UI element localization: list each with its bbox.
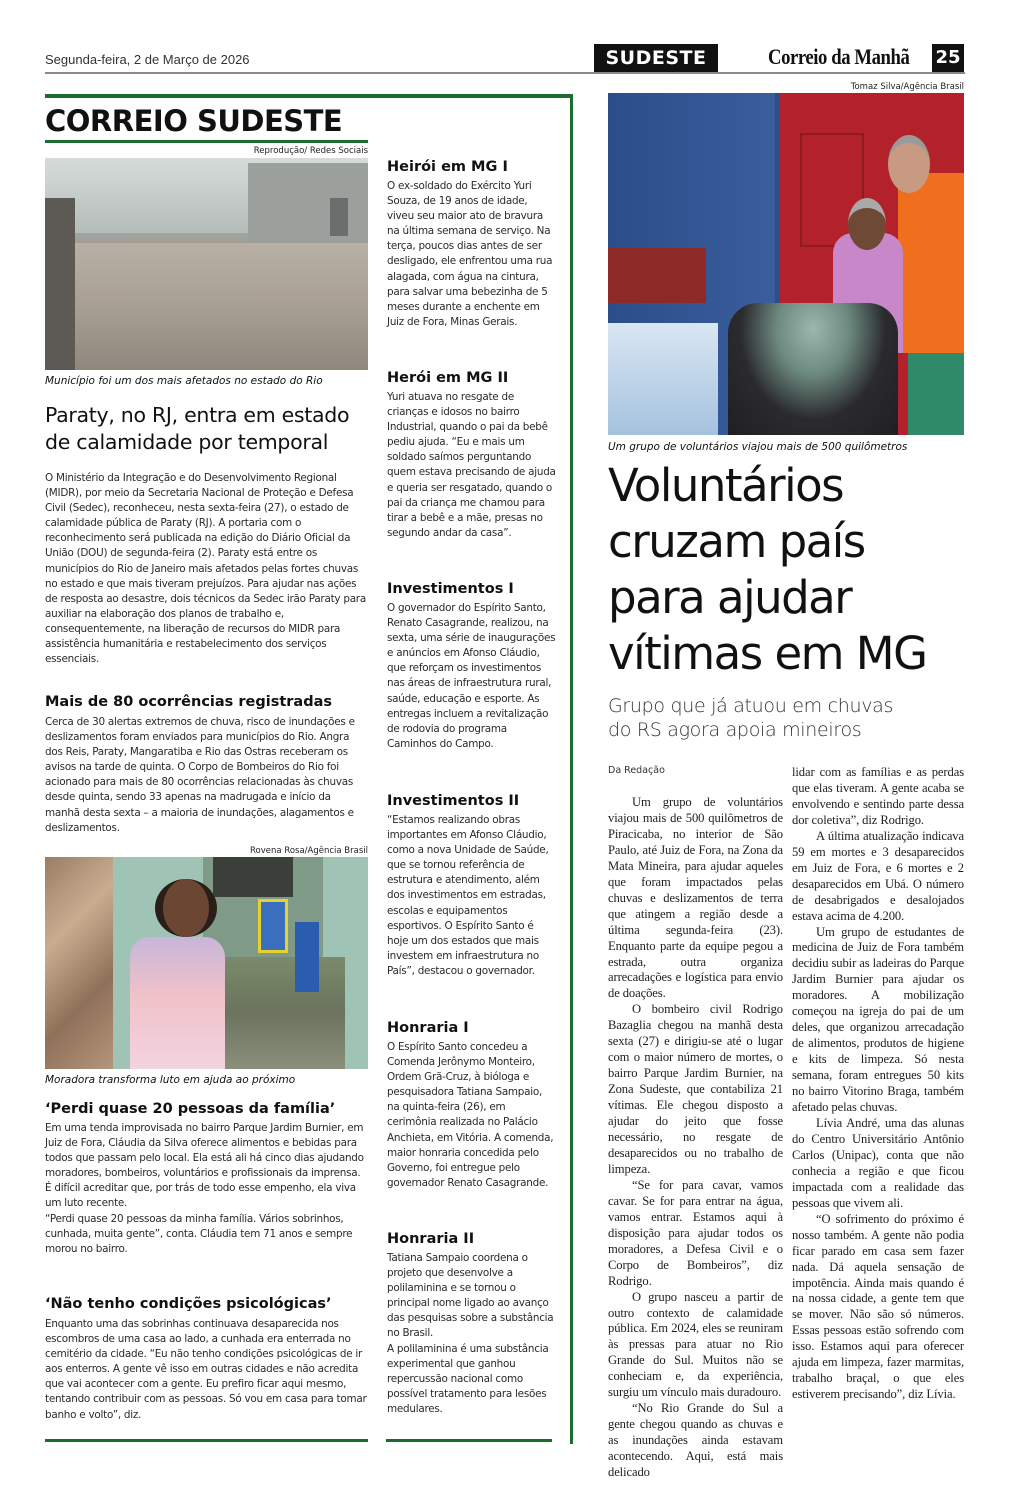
brief-body: O Espírito Santo concedeu a Comenda Jerônymo Monteiro, Ordem Grã-Cruz, à bióloga e pesquisadora Tatiana Sampaio, na quinta-feira (26), em cerimônia realizada no Palácio Anchieta, em Vitória. A comenda, maior honraria concedida pelo Governo, foi entregue pelo governador Renato Casagrande.: [387, 1041, 554, 1189]
brief-title: Heirói em MG I: [387, 159, 508, 175]
headline-line: Paraty, no RJ, entra em estado: [45, 403, 350, 427]
headline-line: vítimas em MG: [608, 627, 927, 680]
paragraph: Um grupo de estudantes de medicina de Juiz de Fora também decidiu subir as ladeiras do Parque Jardim Burnier para ajudar os moradores. A mobilização começou na igreja do pai de um deles, que organizou arrecadação de alimentos, produtos de higiene e kits de limpeza. Só nesta semana, foram entregues 50 kits no bairro Vitorino Braga, também afetado pelas chuvas.: [792, 924, 964, 1115]
headline-line: cruzam país: [608, 515, 865, 568]
article-subheading: ‘Perdi quase 20 pessoas da família’: [45, 1101, 336, 1117]
paragraph: “No Rio Grande do Sul a gente chegou quando as chuvas e as inundações ainda estavam acontecendo. Aqui, está mais delicado: [608, 1401, 783, 1480]
brief-title: Investimentos II: [387, 793, 520, 809]
brief-title: Investimentos I: [387, 581, 514, 597]
box-right-border: [570, 94, 573, 1444]
brief-body: Yuri atuava no resgate de crianças e idosos no bairro Industrial, quando o pai da bebê pediu ajuda. “Eu e mais um soldado saímos perguntando quem estava precisando de ajuda e queria ser resgatado, quando o pai da criança me chamou para tirar a bebê e a mãe, presas no segundo andar da casa”.: [387, 391, 556, 539]
newspaper-brand: Correio da Manhã: [768, 44, 910, 69]
photo-caption: Município foi um dos mais afetados no estado do Rio: [45, 375, 323, 387]
headline-line: Voluntários: [608, 459, 844, 512]
paragraph: lidar com as famílias e as perdas que elas tiveram. A gente acaba se envolvendo e sentindo parte dessa dor coletiva”, diz Rodrigo.: [792, 765, 964, 827]
header-rule: [45, 72, 965, 74]
headline-line: de calamidade por temporal: [45, 430, 329, 454]
paragraph: É difícil acreditar que, por trás de todo esse empenho, ela viva um luto recente.: [45, 1182, 356, 1210]
brief-body: O governador do Espírito Santo, Renato Casagrande, realizou, na sexta, uma série de inaugurações e anúncios em Afonso Cláudio, que reforçam os investimentos nas áreas de infraestrutura rural, saúde, educação e esporte. As entregas incluem a revitalização de rodovia do programa Caminhos do Campo.: [387, 602, 556, 750]
box-bottom-border: [386, 1439, 552, 1442]
main-subheadline: [608, 694, 978, 742]
paragraph: Lívia André, uma das alunas do Centro Universitário Antônio Carlos (Unipac), conta que não conhecia a região e que ficou impactada com a realidade das pessoas que vivem ali.: [792, 1115, 964, 1210]
byline: Da Redação: [608, 765, 665, 776]
section-title: CORREIO SUDESTE: [45, 104, 343, 138]
box-top-border: [45, 94, 572, 98]
paragraph: A polilaminina é uma substância experimental que ganhou repercussão nacional como possível tratamento para lesões medulares.: [387, 1342, 549, 1415]
title-underline: [45, 140, 368, 143]
article-subheading: ‘Não tenho condições psicológicas’: [45, 1296, 332, 1312]
brief-body: O ex-soldado do Exército Yuri Souza, de 19 anos de idade, viveu seu maior ato de bravura na última semana de serviço. Na terça, poucos dias antes de ser desligado, ele enfrentou uma rua alagada, com água na cintura, para salvar uma bebezinha de 5 meses durante a enchente em Juiz de Fora, Minas Gerais.: [387, 180, 553, 328]
article-subheading: Mais de 80 ocorrências registradas: [45, 694, 332, 710]
subhead-line: do RS agora apoia mineiros: [608, 719, 862, 741]
main-headline: [608, 458, 978, 682]
photo-credit: Rovena Rosa/Agência Brasil: [250, 846, 368, 856]
article-body: Cerca de 30 alertas extremos de chuva, risco de inundações e deslizamentos foram enviados para municípios do Rio. Angra dos Reis, Paraty, Mangaratiba e Rio das Ostras receberam os avisos na tarde de quinta. O Corpo de Bombeiros do Rio foi acionado para mais de 80 ocorrências relacionadas às chuvas desde quinta, sendo 33 apenas na madrugada e início da manhã desta sexta – a maioria de inundações, alagamentos e deslizamentos.: [45, 716, 355, 834]
issue-date: Segunda-feira, 2 de Março de 2026: [45, 52, 250, 67]
article-headline: [45, 402, 368, 456]
paragraph: A última atualização indicava 59 em mortes e 3 desaparecidos em Juiz de Fora, e 6 mortes e 2 desaparecidos em Ubá. O número de desabrigados e desalojados estava acima de 4.200.: [792, 828, 964, 923]
article-body: O Ministério da Integração e do Desenvolvimento Regional (MIDR), por meio da Secretaria Nacional de Proteção e Defesa Civil (Sedec), reconheceu, nesta sexta-feira (27), o estado de calamidade pública de Paraty (RJ). A portaria com o reconhecimento será publicada na edição do Diário Oficial da União (DOU) de segunda-feira (2). Paraty está entre os municípios do Rio de Janeiro mais afetados pelas fortes chuvas no estado e que mais tiveram prejuízos. Para ajudar nas ações de resposta ao desastre, dois técnicos da Sedec irão Paraty para auxiliar na elaboração dos planos de trabalho e, consequentemente, na liberação de recursos do MIDR para assistência humanitária e restabelecimento dos serviços essenciais.: [45, 472, 366, 666]
brief-title: Honraria I: [387, 1020, 469, 1036]
photo-caption: Moradora transforma luto em ajuda ao próximo: [45, 1074, 296, 1086]
paragraph: “Perdi quase 20 pessoas da minha família. Vários sobrinhos, cunhada, muita gente”, conta. Cláudia tem 71 anos e sempre morou no bairro.: [45, 1212, 353, 1255]
brief-title: Honraria II: [387, 1231, 475, 1247]
story-column-1: [608, 795, 783, 1481]
headline-line: para ajudar: [608, 571, 852, 624]
subhead-line: Grupo que já atuou em chuvas: [608, 695, 894, 717]
brief-body: [387, 1251, 557, 1417]
paragraph: O grupo nasceu a partir de outro contexto de calamidade pública. Em 2024, eles se reuniram às pressas para atuar no Rio Grande do Sul. Muitos não se conheciam e, da experiência, surgiu um vínculo mais duradouro.: [608, 1289, 783, 1400]
page-number: 25: [932, 44, 964, 72]
story-column-2: [792, 765, 964, 1403]
paragraph: Um grupo de voluntários viajou mais de 500 quilômetros de Piracicaba, no interior de São Paulo, até Juiz de Fora, na Zona da Mata Mineira, para ajudar aqueles que foram impactados pelas chuvas e deslizamentos de terra que atingem a região desde a última segunda-feira (23). Enquanto parte da equipe pegou a estrada, outra organiza arrecadações e logística para envio de doações.: [608, 795, 783, 1001]
photo-caption: Um grupo de voluntários viajou mais de 500 quilômetros: [608, 441, 908, 453]
article-body: [45, 1121, 368, 1257]
woman-on-steps-photo: [45, 857, 368, 1069]
brief-title: Herói em MG II: [387, 370, 509, 386]
paragraph: “Se for para cavar, vamos cavar. Se for para entrar na água, vamos entrar. Estamos aqui à disposição para ajudar todos os moradores, a Defesa Civil e o Corpo de Bombeiros”, diz Rodrigo.: [608, 1177, 783, 1288]
paragraph: O bombeiro civil Rodrigo Bazaglia chegou na manhã desta sexta (27) e dirigiu-se até o lugar com o maior número de mortes, o bairro Parque Jardim Burnier, na Zona Sudeste, que contabiliza 21 vítimas. Ele chegou disposto a ajudar do jeito que fosse necessário, no resgate de desaparecidos ou no trabalho de limpeza.: [608, 1002, 783, 1176]
paragraph: “O sofrimento do próximo é nosso também. A gente não podia ficar parado em casa sem fazer nada. Dá aquela sensação de impotência. Ainda mais quando é na nossa cidade, a gente tem que se mover. Não são só números. Essas pessoas estão sofrendo com isso. Estamos aqui para oferecer ajuda em limpeza, fazer marmitas, trabalho braçal, o que eles estiverem precisando”, diz Lívia.: [792, 1211, 964, 1402]
photo-credit: Tomaz Silva/Agência Brasil: [850, 82, 964, 92]
brief-body: “Estamos realizando obras importantes em Afonso Cláudio, como a nova Unidade de Saúde, que se tornou referência de estrutura e atendimento, além dos investimentos em estradas, escolas e equipamentos esportivos. O Espírito Santo é hoje um dos estados que mais investem em infraestrutura no País”, destacou o governador.: [387, 814, 549, 977]
article-body: Enquanto uma das sobrinhas continuava desaparecida nos escombros de uma casa ao lado, a cunhada era enterrada no cemitério da cidade. “Eu não tenho condições psicológicas de ir aos enterros. A gente vê isso em outras cidades e não acredita que vai acontecer com a gente. Eu prefiro ficar aqui mesmo, tentando contribuir com as pessoas. Só vou em casa para tomar banho e volto”, diz.: [45, 1318, 367, 1421]
section-label: SUDESTE: [594, 44, 718, 72]
box-bottom-border: [45, 1439, 368, 1442]
photo-credit: Reprodução/ Redes Sociais: [253, 146, 368, 156]
paragraph: Em uma tenda improvisada no bairro Parque Jardim Burnier, em Juiz de Fora, Cláudia da Silva oferece alimentos e bebidas para todos que passam pelo local. Ela está ali há cinco dias ajudando moradores, bombeiros, voluntários e profissionais da imprensa.: [45, 1122, 364, 1180]
flooded-street-photo: [45, 158, 368, 370]
paragraph: Tatiana Sampaio coordena o projeto que desenvolve a polilaminina e se tornou o principal nome ligado ao avanço das pesquisas sobre a substância no Brasil.: [387, 1252, 554, 1340]
volunteers-photo: [608, 93, 964, 435]
